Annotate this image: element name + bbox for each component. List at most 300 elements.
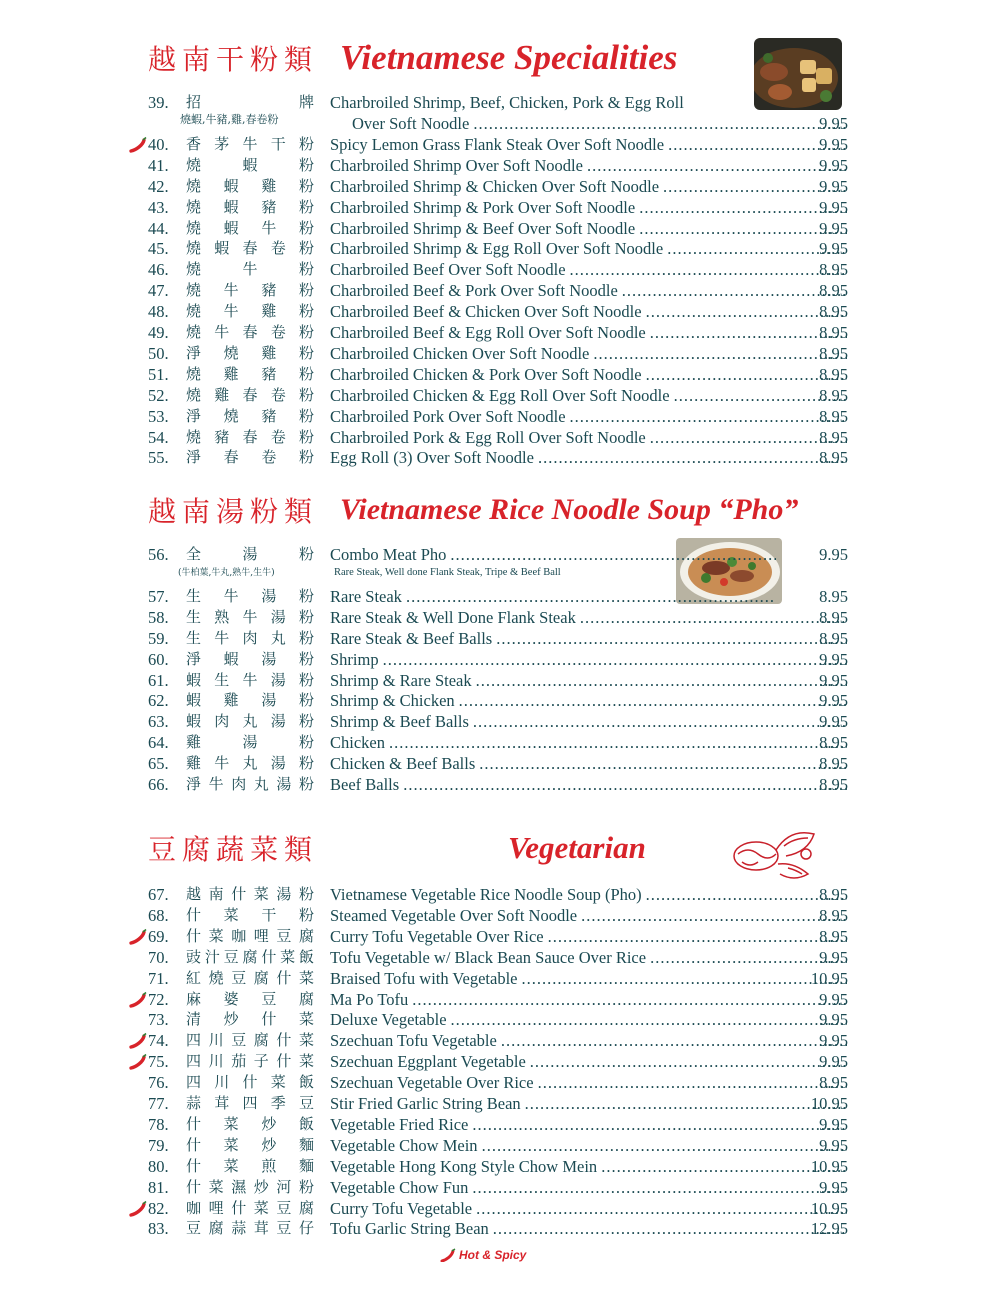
zh-char: 什 [261, 1010, 277, 1029]
item-chinese-name [186, 1156, 314, 1177]
menu-item [0, 649, 1000, 670]
zh-char: 燒 [186, 323, 202, 341]
zh-char: 汁 [204, 947, 220, 966]
item-english-name [330, 447, 847, 468]
zh-char: 菜 [298, 1010, 314, 1029]
item-chinese-name [186, 947, 314, 968]
item-price: 9.95 [819, 649, 848, 669]
zh-char: 河 [276, 1177, 292, 1196]
item-price: 8.95 [819, 754, 848, 774]
item-english-name [330, 322, 847, 343]
zh-char: 春 [223, 448, 239, 467]
chili-pepper-icon [128, 136, 148, 153]
zh-char: 蝦 [242, 155, 258, 174]
leader-dots [530, 1051, 847, 1072]
item-number: 40. [148, 134, 169, 154]
zh-char: 牛 [223, 302, 239, 321]
item-chinese-name [186, 711, 314, 732]
item-price: 8.95 [819, 302, 848, 322]
zh-char: 燒 [186, 239, 202, 258]
item-chinese-name [186, 259, 314, 280]
zh-char: 粉 [298, 239, 314, 258]
leader-dots [476, 1198, 847, 1219]
chili-pepper-icon [128, 1032, 148, 1049]
item-price: 9.95 [819, 691, 848, 711]
zh-char: 蝦 [214, 239, 230, 258]
zh-char: 季 [270, 1094, 286, 1112]
menu-item [0, 1093, 1000, 1114]
item-english-text: Tofu Vegetable w/ Black Bean Sauce Over Rice [330, 947, 647, 967]
zh-char: 川 [214, 1073, 230, 1092]
zh-char: 粉 [298, 905, 314, 924]
item-english-name [330, 197, 847, 218]
zh-char: 菜 [298, 1052, 314, 1071]
zh-char: 燒 [186, 302, 202, 321]
zh-char: 湯 [270, 712, 286, 731]
menu-item [0, 905, 1000, 926]
zh-char: 燒 [186, 197, 202, 216]
zh-char: 菜 [298, 1031, 314, 1050]
zh-char: 粉 [298, 134, 314, 153]
item-chinese-name [186, 280, 314, 301]
item-number: 65. [148, 754, 169, 774]
leader-dots [472, 1177, 847, 1198]
leader-dots [412, 989, 847, 1010]
menu-item [0, 1177, 1000, 1198]
zh-char: 丸 [242, 754, 258, 773]
item-number: 57. [148, 586, 169, 606]
item-price: 9.95 [819, 114, 848, 133]
leader-dots [482, 1135, 847, 1156]
item-english-name [330, 1218, 847, 1239]
zh-char: 豉 [186, 947, 202, 966]
leader-dots [459, 690, 847, 711]
item-number: 78. [148, 1114, 169, 1134]
item-english-text: Charbroiled Beef Over Soft Noodle [330, 260, 566, 280]
zh-char: 香 [186, 134, 202, 153]
zh-char: 湯 [270, 670, 286, 689]
item-english-text: Tofu Garlic String Bean [330, 1219, 489, 1239]
menu-item [0, 385, 1000, 406]
zh-char: 牛 [223, 281, 239, 300]
zh-char: 粉 [298, 323, 314, 341]
item-english-name [330, 753, 847, 774]
item-price: 8.95 [819, 385, 848, 405]
zh-char: 湯 [261, 691, 277, 710]
zh-char: 粉 [298, 343, 314, 362]
zh-char: 什 [186, 926, 202, 945]
item-number: 51. [148, 364, 169, 384]
item-price: 9.95 [819, 134, 848, 154]
item-price: 9.95 [819, 1135, 848, 1155]
item-english-text: Ma Po Tofu [330, 989, 409, 1009]
zh-char: 麵 [298, 1135, 314, 1154]
item-chinese-name [186, 447, 314, 468]
zh-char: 粉 [298, 545, 314, 563]
zh-char: 燒 [223, 406, 239, 425]
item-english-name [330, 427, 847, 448]
item-price: 8.95 [819, 427, 848, 447]
zh-char: 麻 [186, 989, 202, 1008]
zh-char: 肉 [231, 775, 247, 793]
zh-char: 雞 [261, 302, 277, 321]
item-english-text: Szechuan Tofu Vegetable [330, 1031, 497, 1051]
item-price: 10.95 [810, 1094, 848, 1113]
menu-item [0, 197, 1000, 218]
item-english-name [330, 238, 847, 259]
zh-char: 丸 [253, 775, 269, 793]
zh-char: 什 [186, 1114, 202, 1133]
item-price: 8.95 [819, 628, 848, 648]
menu-item [0, 711, 1000, 732]
zh-char: 招 [186, 93, 202, 111]
item-chinese-name [186, 92, 314, 113]
item-number: 46. [148, 260, 169, 280]
zh-char: 蒜 [231, 1219, 247, 1238]
leader-dots [525, 1093, 847, 1114]
item-english-text: Charbroiled Chicken & Egg Roll Over Soft Noodle [330, 385, 670, 405]
zh-char: 肉 [214, 712, 230, 731]
zh-char: 子 [253, 1052, 269, 1071]
zh-char: 炒 [253, 1177, 269, 1196]
item-number: 42. [148, 176, 169, 196]
item-number: 83. [148, 1219, 169, 1239]
item-number: 39. [148, 93, 169, 112]
zh-char: 雞 [223, 691, 239, 710]
item-price: 9.95 [819, 239, 848, 259]
zh-char: 什 [186, 1177, 202, 1196]
item-english-name [330, 649, 847, 670]
item-english-name [330, 711, 847, 732]
leader-dots [450, 544, 776, 565]
item-english-text: Charbroiled Shrimp, Beef, Chicken, Pork & Egg Roll [330, 93, 684, 112]
item-price: 8.95 [819, 281, 848, 301]
menu-item [0, 155, 1000, 176]
item-chinese-name [186, 926, 314, 947]
item-english-text: Vegetable Chow Mein [330, 1135, 478, 1155]
item-english-text: Chicken [330, 733, 385, 753]
item-chinese-name [186, 322, 314, 343]
item-chinese-name [186, 544, 314, 565]
menu-item [0, 322, 1000, 343]
item-english-text: Beef Balls [330, 775, 400, 794]
zh-char: 粉 [298, 885, 314, 903]
item-english-name [330, 989, 847, 1010]
zh-char: 蝦 [186, 670, 202, 689]
item-english-text: Vegetable Chow Fun [330, 1177, 469, 1197]
zh-char: 粉 [298, 218, 314, 237]
zh-char: 豆 [298, 1094, 314, 1112]
zh-char: 卷 [270, 239, 286, 258]
menu-item [0, 732, 1000, 753]
item-chinese-name [186, 218, 314, 239]
item-number: 48. [148, 302, 169, 322]
item-chinese-name [186, 343, 314, 364]
chili-pepper-icon [128, 991, 148, 1008]
zh-char: 菜 [208, 926, 224, 945]
section-zh-title: 豆腐蔬菜類 [148, 833, 319, 866]
item-english-text: Shrimp & Rare Steak [330, 670, 472, 690]
zh-char: 粉 [298, 733, 314, 752]
item-english-text: Curry Tofu Vegetable [330, 1198, 473, 1218]
zh-char: 粉 [298, 197, 314, 216]
zh-char: 清 [186, 1010, 202, 1029]
hot-spicy-legend [440, 1248, 526, 1262]
zh-char: 粉 [298, 302, 314, 321]
item-price: 8.95 [819, 926, 848, 946]
item-price: 8.95 [819, 775, 848, 794]
menu-item [0, 586, 1000, 607]
zh-char: 紅 [186, 968, 202, 987]
leader-dots [538, 1072, 847, 1093]
zh-char: 豬 [261, 406, 277, 425]
leader-dots [472, 1114, 847, 1135]
item-price: 9.95 [819, 155, 848, 175]
item-price: 8.95 [819, 323, 848, 342]
leader-dots [548, 926, 847, 947]
item-english-name [330, 1177, 847, 1198]
zh-char: 茸 [214, 1094, 230, 1112]
leader-dots [451, 1009, 847, 1030]
item-chinese-name [186, 1030, 314, 1051]
zh-char: 粉 [298, 260, 314, 279]
item-english-text: Charbroiled Pork Over Soft Noodle [330, 406, 566, 426]
zh-char: 春 [242, 323, 258, 341]
zh-char: 炒 [223, 1010, 239, 1029]
menu-item [0, 1051, 1000, 1072]
item-english-name [330, 544, 776, 565]
item-english-text: Charbroiled Shrimp & Egg Roll Over Soft Noodle [330, 239, 664, 259]
item-number: 56. [148, 545, 169, 564]
item-english-text: Shrimp [330, 649, 379, 669]
zh-char: 卷 [270, 385, 286, 404]
item-number: 54. [148, 427, 169, 447]
item-english-name [330, 690, 847, 711]
zh-char: 淨 [186, 343, 202, 362]
item-price: 12.95 [810, 1219, 848, 1239]
item-price: 8.95 [819, 885, 848, 904]
item-number: 59. [148, 628, 169, 648]
item-chinese-name [186, 1135, 314, 1156]
item-english-name [330, 1009, 847, 1030]
item-english-name [330, 1135, 847, 1156]
item-number: 70. [148, 947, 169, 967]
zh-char: 卷 [270, 323, 286, 341]
zh-char: 牛 [214, 323, 230, 341]
item-english-text: Szechuan Vegetable Over Rice [330, 1073, 534, 1093]
item-english-name [330, 176, 847, 197]
zh-char: 什 [276, 1031, 292, 1050]
item-number: 74. [148, 1031, 169, 1051]
item-english-text: Szechuan Eggplant Vegetable [330, 1052, 526, 1072]
item-price: 9.95 [819, 218, 848, 238]
zh-char: 腐 [253, 968, 269, 987]
zh-char: 粉 [298, 1177, 314, 1196]
item-chinese-name [186, 155, 314, 176]
menu-item [0, 1009, 1000, 1030]
leader-dots [383, 649, 847, 670]
item-english-name [330, 218, 847, 239]
item-number: 69. [148, 926, 169, 946]
item-price: 9.95 [819, 1031, 848, 1051]
zh-char: 蝦 [223, 218, 239, 237]
item-price: 10.95 [810, 1156, 848, 1176]
item-chinese-name [186, 774, 314, 795]
leader-dots [479, 753, 847, 774]
zh-char: 粉 [298, 670, 314, 689]
item-english-text: Rare Steak [330, 586, 402, 606]
zh-char: 川 [208, 1031, 224, 1050]
section-en-title: Vietnamese Specialities [340, 38, 678, 77]
menu-item [0, 301, 1000, 322]
zh-char: 菜 [270, 1073, 286, 1092]
zh-char: 丸 [270, 628, 286, 647]
item-english-name [330, 774, 847, 795]
item-price: 9.95 [819, 670, 848, 690]
item-price: 9.95 [819, 989, 848, 1009]
item-number: 67. [148, 885, 169, 904]
zh-char: 牌 [298, 93, 314, 111]
zh-char: 豆 [276, 1219, 292, 1238]
zh-char: 豬 [261, 364, 277, 383]
item-chinese-name [186, 406, 314, 427]
menu-item [0, 1198, 1000, 1219]
zh-char: 茄 [231, 1052, 247, 1071]
item-english-text: Charbroiled Shrimp & Beef Over Soft Noodle [330, 218, 636, 238]
item-chinese-name [186, 385, 314, 406]
item-english-name [330, 670, 847, 691]
zh-char: 豆 [276, 926, 292, 945]
zh-char: 豆 [186, 1219, 202, 1238]
item-english-name [330, 134, 847, 155]
zh-char: 什 [231, 885, 247, 903]
zh-char: 卷 [270, 427, 286, 446]
zh-char: 粉 [298, 586, 314, 605]
zh-char: 牛 [242, 260, 258, 279]
zh-char: 菜 [253, 1198, 269, 1217]
item-english-text: Charbroiled Pork & Egg Roll Over Soft Noodle [330, 427, 646, 447]
item-price: 9.95 [819, 197, 848, 217]
item-english-name [330, 607, 847, 628]
zh-char: 炒 [261, 1135, 277, 1154]
section-title-vegetarian [148, 826, 646, 870]
menu-item [0, 343, 1000, 364]
item-chinese-name [186, 1009, 314, 1030]
zh-char: 粉 [298, 712, 314, 731]
zh-char: 飯 [298, 947, 314, 966]
chili-pepper-icon [128, 1200, 148, 1217]
item-chinese-name [186, 176, 314, 197]
item-english-name [330, 1198, 847, 1219]
menu-item [0, 1156, 1000, 1177]
leader-dots [389, 732, 847, 753]
menu-item [0, 884, 1000, 905]
zh-char: 肉 [242, 628, 258, 647]
zh-char: 濕 [231, 1177, 247, 1196]
item-english-name [330, 628, 847, 649]
zh-char: 粉 [298, 448, 314, 467]
zh-char: 煎 [261, 1156, 277, 1175]
chili-pepper-icon [440, 1248, 456, 1262]
menu-item [0, 670, 1000, 691]
leader-dots [403, 774, 847, 795]
zh-char: 蝦 [223, 649, 239, 668]
item-number: 62. [148, 691, 169, 711]
item-english-name [330, 1051, 847, 1072]
leader-dots [406, 586, 776, 607]
item-english-name [330, 1072, 847, 1093]
zh-char: 雞 [223, 364, 239, 383]
item-english-text: Shrimp & Chicken [330, 691, 455, 711]
item-english-name [330, 343, 847, 364]
item-chinese-name [186, 238, 314, 259]
item-english-name [330, 364, 847, 385]
item-price: 8.95 [819, 260, 848, 280]
menu-item-continued [0, 113, 1000, 134]
item-number: 73. [148, 1010, 169, 1030]
zh-char: 粉 [298, 281, 314, 300]
zh-char: 越 [186, 885, 202, 903]
zh-char: 蒜 [186, 1094, 202, 1112]
item-chinese-name [186, 134, 314, 155]
menu-item [0, 1218, 1000, 1239]
zh-char: 牛 [214, 628, 230, 647]
item-english-text: Curry Tofu Vegetable Over Rice [330, 926, 544, 946]
zh-char: 湯 [276, 775, 292, 793]
zh-char: 豆 [231, 1031, 247, 1050]
item-number: 49. [148, 323, 169, 342]
legend-label: Hot & Spicy [459, 1248, 527, 1262]
zh-char: 哩 [253, 926, 269, 945]
zh-char: 雞 [186, 754, 202, 773]
item-english-text: Vegetable Hong Kong Style Chow Mein [330, 1156, 598, 1176]
item-english-name [330, 155, 847, 176]
zh-char: 炒 [261, 1114, 277, 1133]
item-english-name [330, 1156, 847, 1177]
zh-char: 干 [261, 905, 277, 924]
zh-char: 菜 [298, 968, 314, 987]
zh-char: 熟 [214, 607, 230, 626]
zh-char: 菜 [223, 1156, 239, 1175]
item-english-name [330, 259, 847, 280]
menu-item [0, 774, 1000, 795]
leader-dots [522, 968, 848, 989]
item-number: 53. [148, 406, 169, 426]
menu-item [0, 947, 1000, 968]
menu-item [0, 628, 1000, 649]
zh-char: 什 [231, 1198, 247, 1217]
zh-char: 飯 [298, 1073, 314, 1092]
zh-char: 粉 [298, 427, 314, 446]
zh-char: 婆 [223, 989, 239, 1008]
item-chinese-name [186, 301, 314, 322]
zh-char: 生 [186, 628, 202, 647]
zh-char: 粉 [298, 155, 314, 174]
zh-char: 雞 [186, 733, 202, 752]
zh-char: 什 [186, 1135, 202, 1154]
zh-char: 生 [186, 607, 202, 626]
zh-char: 生 [214, 670, 230, 689]
zh-char: 腐 [298, 989, 314, 1008]
item-chinese-name [186, 649, 314, 670]
zh-char: 春 [242, 385, 258, 404]
item-price: 8.95 [819, 607, 848, 627]
zh-char: 粉 [298, 649, 314, 668]
item-chinese-name [186, 1114, 314, 1135]
zh-char: 蝦 [186, 712, 202, 731]
item-english-text: Charbroiled Shrimp & Pork Over Soft Noodle [330, 197, 636, 217]
menu-item [0, 238, 1000, 259]
